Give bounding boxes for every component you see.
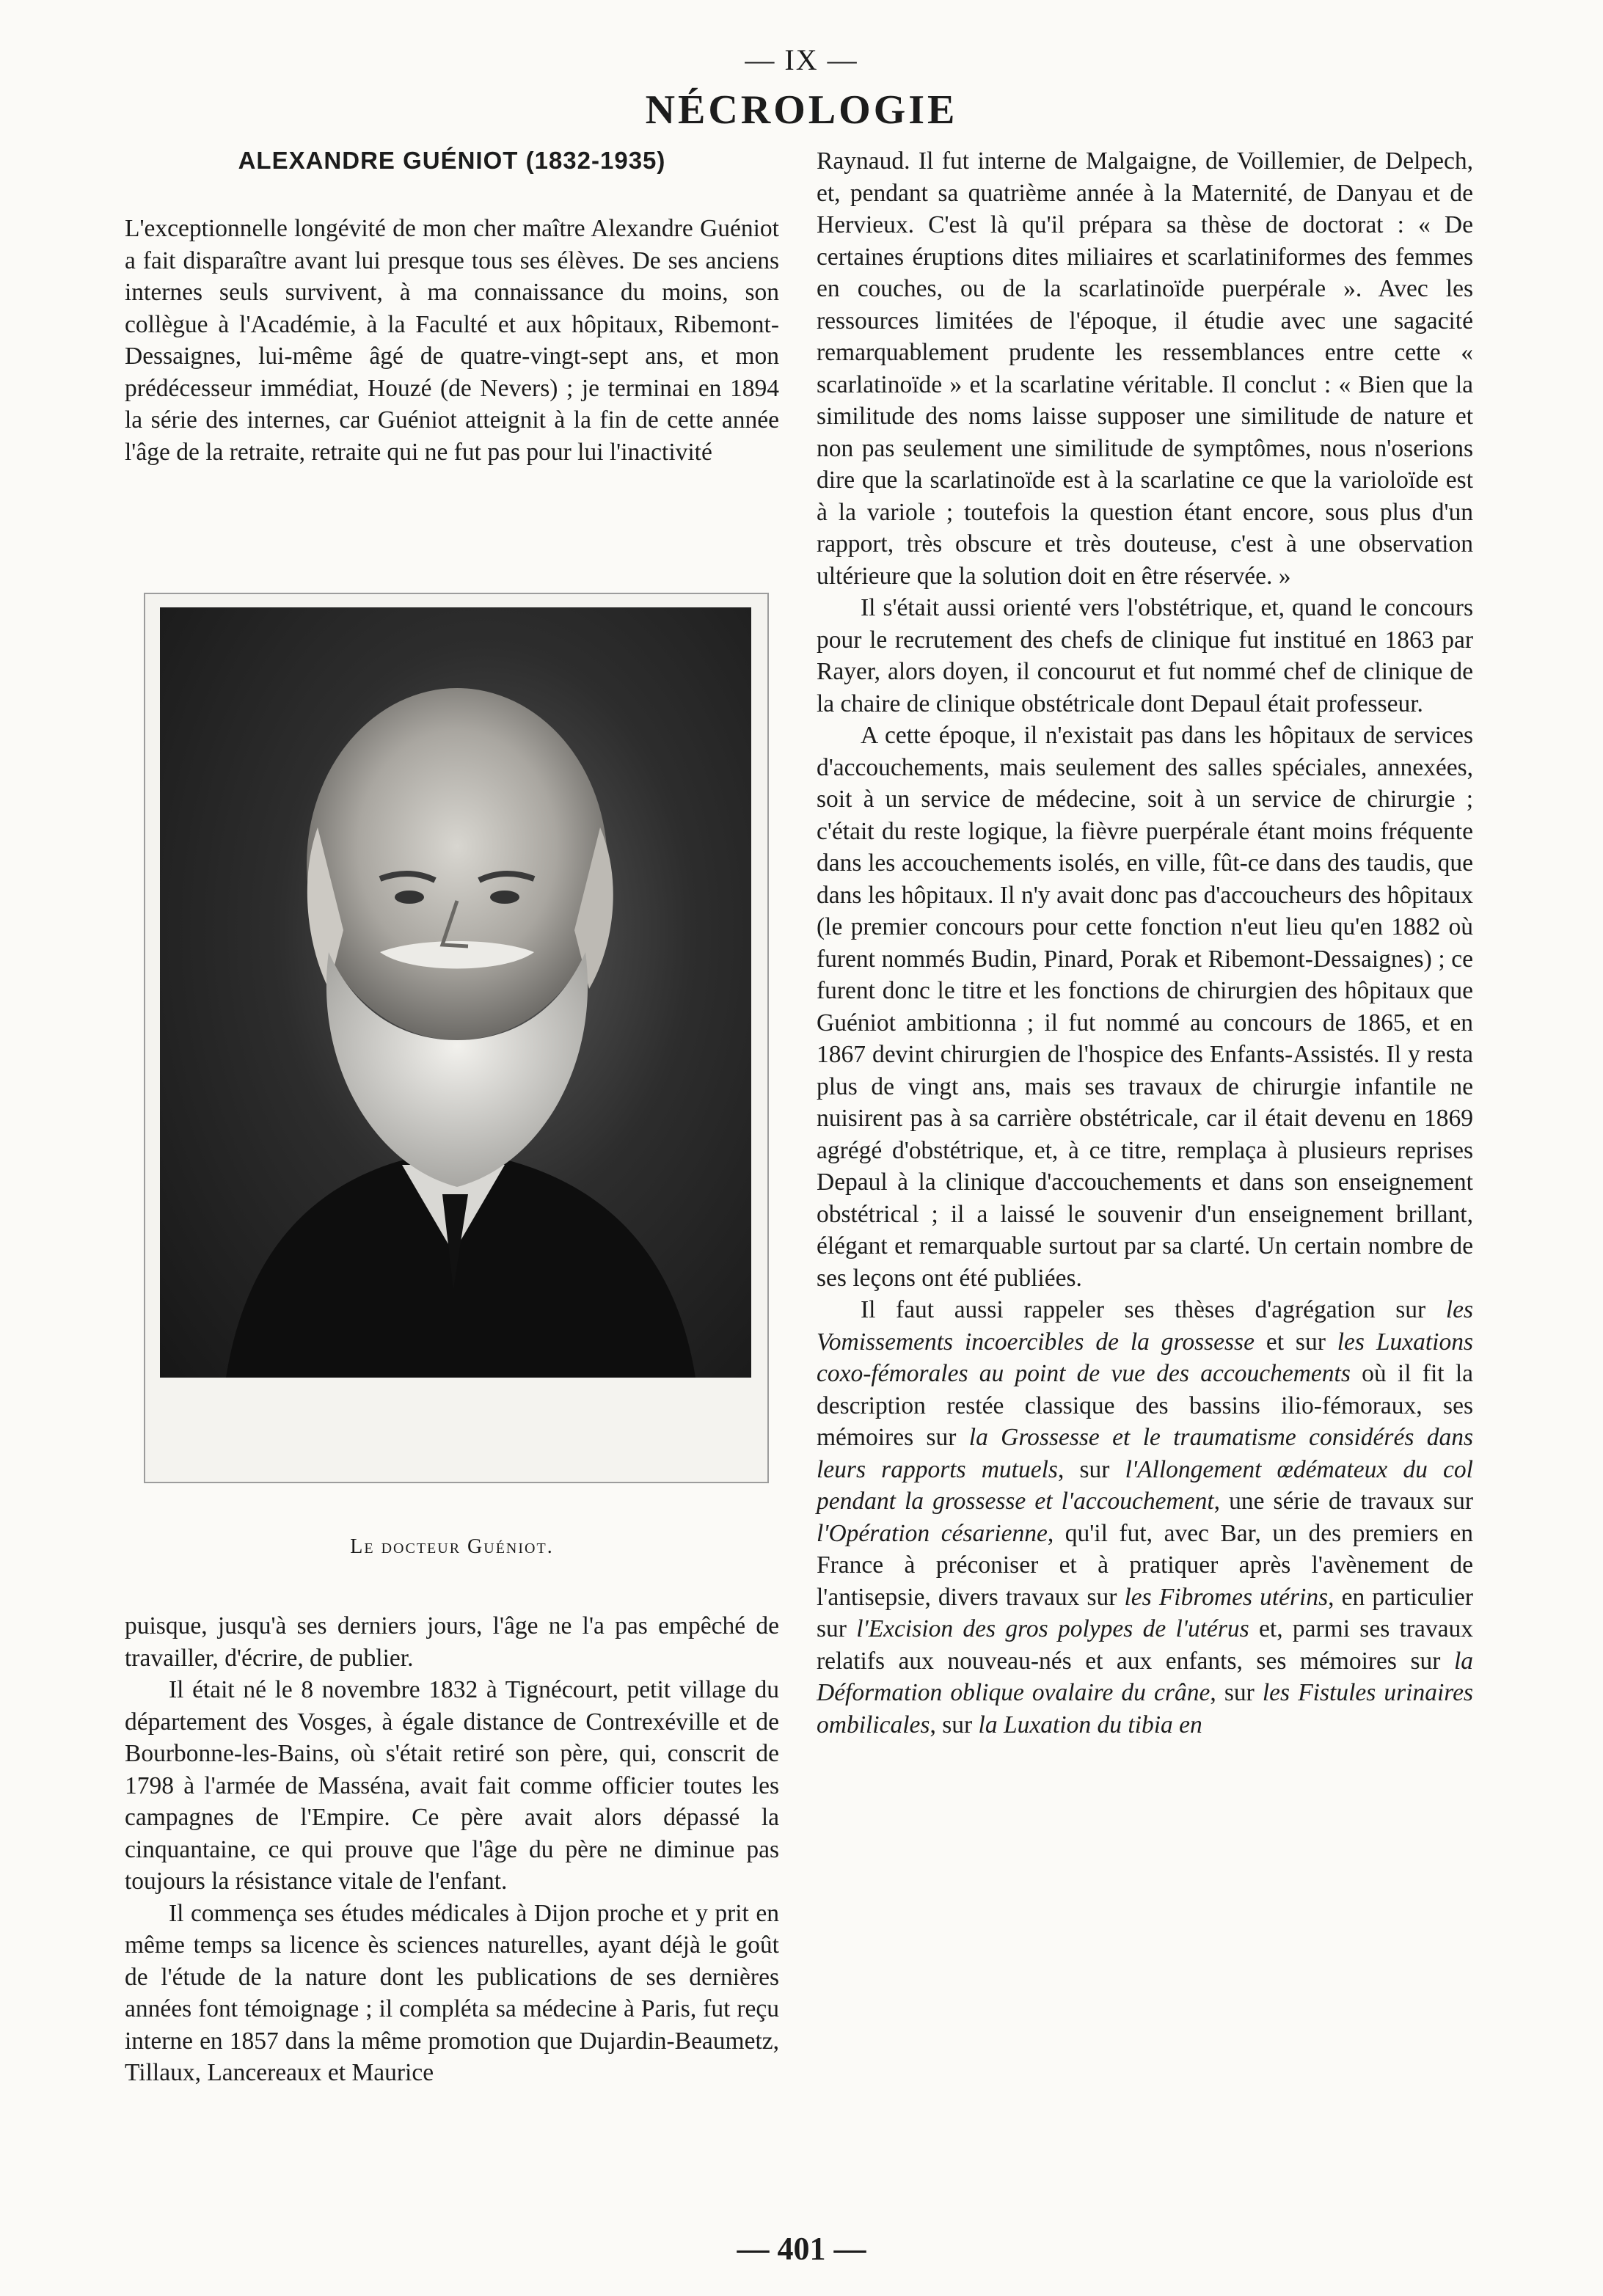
header-page-roman: — IX — [745,43,858,76]
article-heading: ALEXANDRE GUÉNIOT (1832-1935) [238,147,666,174]
paragraph: L'exceptionnelle longévité de mon cher maître Alexandre Guéniot a fait disparaître avant lui presque tous ses élèves. De ses anciens internes seuls survivent, à ma connaissance du moins, son collègue à l'Académie, à la Faculté et aux hôpitaux, Ribemont-Dessaignes, lui-même âgé de quatre-vingt-sept ans, et mon prédécesseur immédiat, Houzé (de Nevers) ; je terminai en 1894 la série des internes, car Guéniot atteignit à la fin de cette année l'âge de la retraite, retraite qui ne fut pas pour lui l'inactivité [125,215,779,466]
portrait-caption: Le docteur Guéniot. [350,1535,554,1558]
portrait-frame [144,593,769,1483]
portrait-illustration [160,607,751,1378]
paragraph: Il s'était aussi orienté vers l'obstétrique, et, quand le concours pour le recrutement des chefs de clinique fut institué en 1863 par Rayer, alors doyen, il concourut et fut nommé chef de clinique de la chaire de clinique obstétricale dont Depaul était professeur. [817,594,1473,717]
paragraph: Il était né le 8 novembre 1832 à Tignécourt, petit village du département des Vosges, à égale distance de Contrexéville et de Bourbonne-les-Bains, où s'était retiré son père, qui, conscrit de 1798 à l'armée de Masséna, avait fait comme officier toutes les campagnes de l'Empire. Ce père avait alors dépassé la cinquantaine, ce qui prouve que l'âge du père ne diminue pas toujours la résistance vitale de l'enfant. [125,1676,779,1895]
portrait-photo [160,607,751,1378]
paragraph: Raynaud. Il fut interne de Malgaigne, de Voillemier, de Delpech, et, pendant sa quatrième année à la Maternité, de Danyau et de Hervieux. C'est là qu'il prépara sa thèse de doctorat : « De certaines éruptions dites miliaires et scarlatiniformes des femmes en couches, ou de la scarlatinoïde puerpérale ». Avec les ressources limitées de l'époque, il étudie avec une sagacité remarquablement prudente les ressemblances entre cette « scarlatinoïde » et la scarlatine véritable. Il conclut : « Bien que la similitude des noms laisse supposer une similitude de nature et non pas seulement une similitude de symptômes, nous n'oserions dire que la scarlatinoïde est à la scarlatine ce que la varioloïde est à la variole ; toutefois la question étant encore, sous plus d'un rapport, très obscure et très douteuse, c'est à une observation ultérieure que la solution doit en être réservée. » [817,147,1473,590]
left-column-lower [125,1610,779,2089]
left-column-upper [125,213,779,468]
paragraph-works: Il faut aussi rappeler ses thèses d'agrégation sur les Vomissements incoercibles de la grossesse et sur les Luxations coxo-fémorales au point de vue des accouchements où il fit la description restée classique des bassins ilio-fémoraux, ses mémoires sur la Grossesse et le traumatisme considérés dans leurs rapports mutuels, sur l'Allongement œdémateux du col pendant la grossesse et l'accouchement, une série de travaux sur l'Opération césarienne, qu'il fut, avec Bar, un des premiers en France à préconiser et à pratiquer après l'avènement de l'antisepsie, divers travaux sur les Fibromes utérins, en particulier sur l'Excision des gros polypes de l'utérus et, parmi ses travaux relatifs aux nouveau-nés et aux enfants, ses mémoires sur la Déformation oblique ovalaire du crâne, sur les Fistules urinaires ombilicales, sur la Luxation du tibia en [817,1296,1474,1739]
section-title: NÉCROLOGIE [645,87,958,133]
paragraph: Il commença ses études médicales à Dijon proche et y prit en même temps sa licence ès sciences naturelles, ayant déjà le goût de l'étude de la nature dont les publications de ses dernières années font témoignage ; il compléta sa médecine à Paris, fut reçu interne en 1857 dans la même promotion que Dujardin-Beaumetz, Tillaux, Lancereaux et Maurice [125,1899,779,2086]
footer-page-number: — 401 — [737,2231,866,2267]
paragraph: A cette époque, il n'existait pas dans les hôpitaux de services d'accouchements, mais seulement des salles spéciales, annexées, soit à un service de médecine, soit à un service de chirurgie ; c'était du reste logique, la fièvre puerpérale étant moins fréquente dans les accouchements isolés, en ville, fût-ce dans des taudis, que dans les hôpitaux. Il n'y avait donc pas d'accoucheurs des hôpitaux (le premier concours pour cette fonction n'eut lieu qu'en 1882 où furent nommés Budin, Pinard, Porak et Ribemont-Dessaignes) ; ce furent donc le titre et les fonctions de chirurgien des hôpitaux que Guéniot ambitionna ; il fut nommé au concours de 1865, et en 1867 devint chirurgien de l'hospice des Enfants-Assistés. Il y resta plus de vingt ans, mais ses travaux de chirurgie infantile ne nuisirent pas à sa carrière obstétricale, car il était devenu en 1869 agrégé d'obstétrique, et, à ce titre, remplaça à plusieurs reprises Depaul à la clinique d'accouchements et dans son enseignement obstétrical ; il a laissé le souvenir d'un enseignement brillant, élégant et remarquable surtout par sa clarté. Un certain nombre de ses leçons ont été publiées. [817,722,1473,1292]
paragraph: puisque, jusqu'à ses derniers jours, l'âge ne l'a pas empêché de travailler, d'écrire, de publier. [125,1612,779,1672]
right-column [817,145,1473,1741]
